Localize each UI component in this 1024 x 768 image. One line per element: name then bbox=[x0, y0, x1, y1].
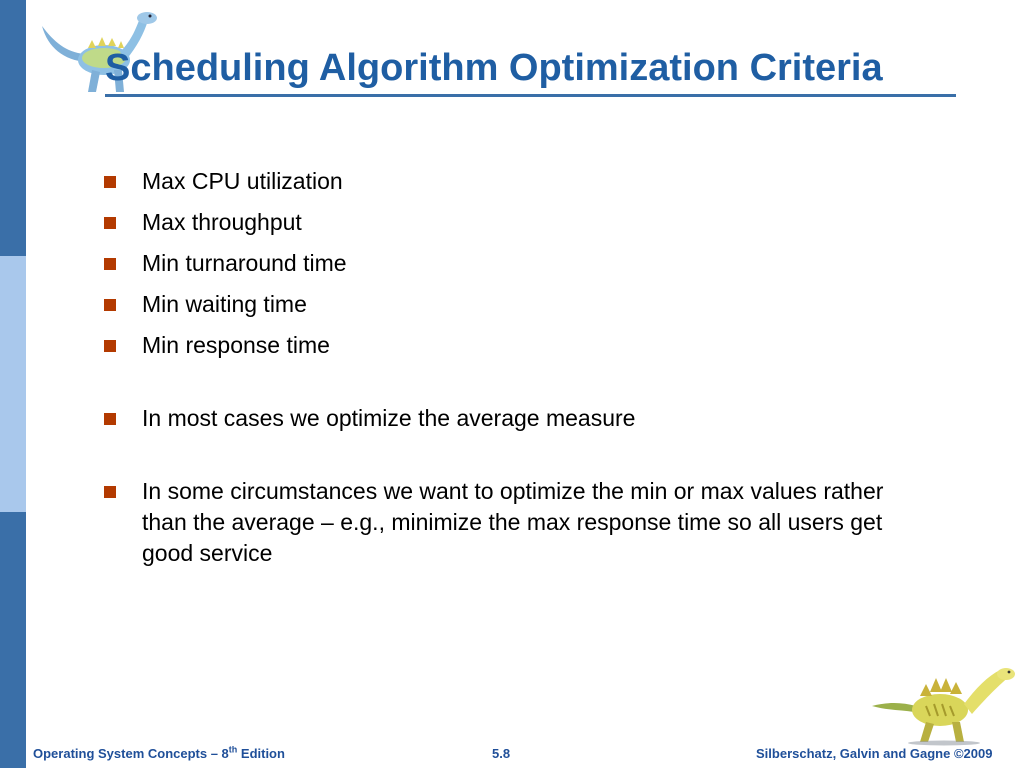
sidebar-stripe bbox=[0, 0, 26, 768]
bullet-list bbox=[104, 166, 924, 579]
footer-book-title bbox=[33, 744, 285, 764]
bullet-text: Max throughput bbox=[142, 209, 302, 235]
bullet-text: Max CPU utilization bbox=[142, 168, 343, 194]
footer-book-superscript: th bbox=[228, 744, 238, 755]
slide-title: Scheduling Algorithm Optimization Criteria bbox=[105, 47, 883, 89]
list-item bbox=[104, 289, 924, 320]
sidebar-segment-dark-top bbox=[0, 0, 26, 256]
square-bullet-icon bbox=[104, 486, 116, 498]
footer-copyright: Silberschatz, Galvin and Gagne ©2009 bbox=[756, 746, 993, 761]
square-bullet-icon bbox=[104, 413, 116, 425]
square-bullet-icon bbox=[104, 176, 116, 188]
page-number: 5.8 bbox=[492, 746, 511, 761]
bullet-text: Min waiting time bbox=[142, 291, 307, 317]
square-bullet-icon bbox=[104, 299, 116, 311]
square-bullet-icon bbox=[104, 217, 116, 229]
sidebar-segment-dark-bottom bbox=[0, 512, 26, 768]
bullet-text: In some circumstances we want to optimize the min or max values rather than the average – e.g., minimize the max response time so all users get good service bbox=[142, 478, 884, 566]
list-item bbox=[104, 166, 924, 197]
list-item bbox=[104, 476, 924, 569]
bullet-text: In most cases we optimize the average measure bbox=[142, 405, 636, 431]
list-item bbox=[104, 330, 924, 361]
footer-book-suffix: Edition bbox=[237, 746, 285, 761]
dinosaur-icon bbox=[868, 662, 1016, 746]
bullet-text: Min response time bbox=[142, 332, 330, 358]
square-bullet-icon bbox=[104, 258, 116, 270]
list-item bbox=[104, 248, 924, 279]
square-bullet-icon bbox=[104, 340, 116, 352]
sidebar-segment-light bbox=[0, 256, 26, 512]
list-item bbox=[104, 207, 924, 238]
footer-book-prefix: Operating System Concepts – 8 bbox=[33, 746, 229, 761]
list-item bbox=[104, 403, 924, 434]
bullet-text: Min turnaround time bbox=[142, 250, 347, 276]
title-underline bbox=[105, 94, 956, 97]
